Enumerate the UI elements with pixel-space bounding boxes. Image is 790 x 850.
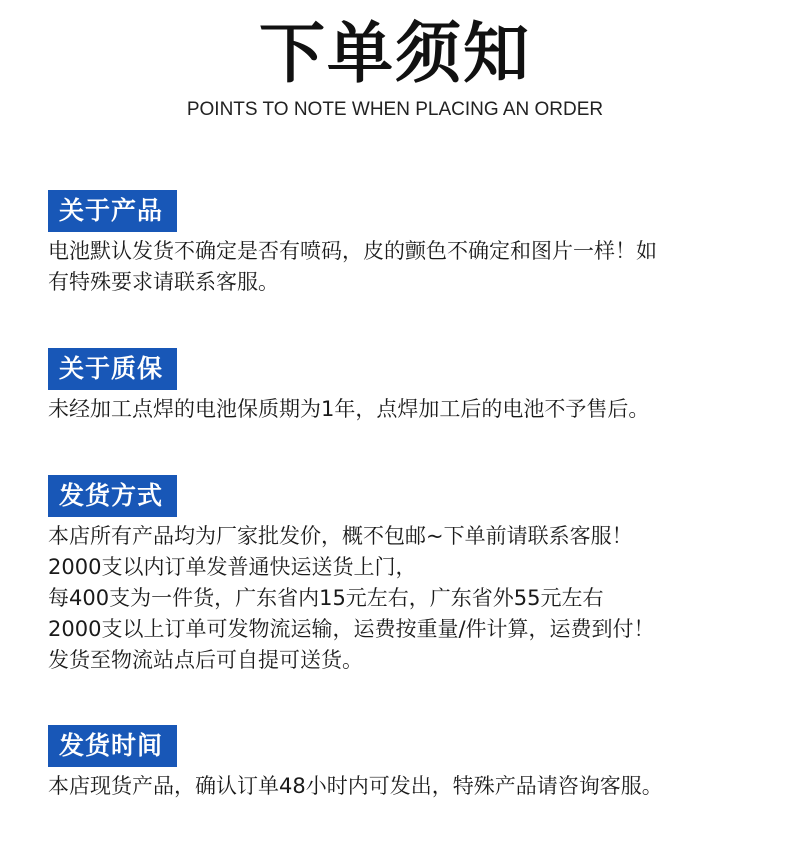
body-line: 未经加工点焊的电池保质期为1年，点焊加工后的电池不予售后。: [48, 397, 650, 421]
page-title: 下单须知: [259, 15, 531, 92]
body-line: 2000支以内订单发普通快运送货上门，: [48, 555, 417, 579]
section-body-about-product: [48, 236, 768, 298]
section-heading-shipping-method: 发货方式: [48, 475, 177, 517]
body-line: 发货至物流站点后可自提可送货。: [48, 648, 363, 672]
section-about-product: [48, 190, 768, 298]
section-body-shipping-method: [48, 521, 768, 676]
section-shipping-time: [48, 725, 768, 802]
body-line: 本店所有产品均为厂家批发价，概不包邮~下单前请联系客服！: [48, 524, 633, 548]
section-body-about-warranty: [48, 394, 768, 425]
section-heading-about-warranty: 关于质保: [48, 348, 177, 390]
body-line: 有特殊要求请联系客服。: [48, 270, 279, 294]
body-line: 本店现货产品，确认订单48小时内可发出，特殊产品请咨询客服。: [48, 774, 663, 798]
body-line: 电池默认发货不确定是否有喷码，皮的颤色不确定和图片一样！如: [48, 239, 657, 263]
section-heading-shipping-time: 发货时间: [48, 725, 177, 767]
section-shipping-method: [48, 475, 768, 676]
body-line: 2000支以上订单可发物流运输，运费按重量/件计算，运费到付！: [48, 617, 655, 641]
page-subtitle: POINTS TO NOTE WHEN PLACING AN ORDER: [186, 99, 604, 120]
section-heading-about-product: 关于产品: [48, 190, 177, 232]
section-about-warranty: [48, 348, 768, 425]
section-body-shipping-time: [48, 771, 768, 802]
body-line: 每400支为一件货，广东省内15元左右，广东省外55元左右: [48, 586, 604, 610]
